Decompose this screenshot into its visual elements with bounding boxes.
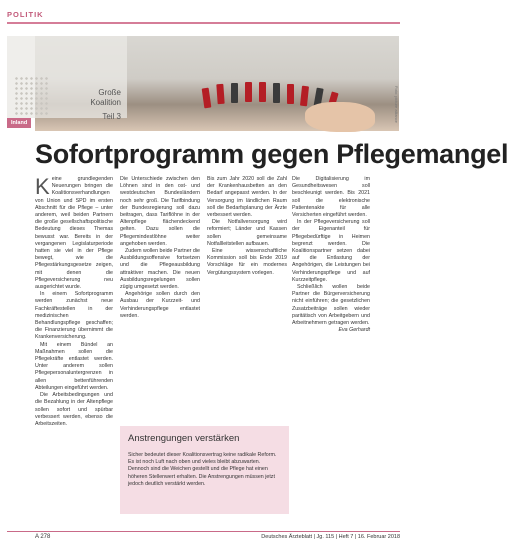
series-label-box	[7, 36, 127, 121]
paragraph: Schließlich wollen beide Partner die Bürgerversicherung nicht einführen; die gesetzlichen Zusatzbeiträge sollen wieder paritätisch von Arbeitgebern und Arbeitnehmern getragen werden.	[292, 284, 370, 327]
domino-piece	[245, 82, 252, 102]
journal-citation: Deutsches Ärzteblatt | Jg. 115 | Heft 7 | 16. Februar 2018	[261, 534, 400, 540]
paragraph: Die Digitalisierung im Gesundheitswesen soll beschleunigt werden. Bis 2021 soll die elektronische Patientenakte für alle Versicherten eingeführt werden.	[292, 176, 370, 219]
paragraph: Bis zum Jahr 2020 soll die Zahl der Krankenhausbetten an den Bedarf angepasst werden. In der Versorgung im ländlichen Raum soll die Bedarfsplanung der Ärzte verbessert werden.	[207, 176, 287, 219]
info-box-text: Sicher bedeutet dieser Koalitionsvertrag keine radikale Reform. Es ist noch Luft nach oben und vieles bleibt abzuwarten. Dennoch sind die Weichen gestellt und die Pflege hat einen höheren Stellenwert erhalten. Die Anstrengungen müssen jetzt jedoch deutlich verstärkt werden.	[128, 452, 277, 487]
paragraph: Angehörige sollen durch den Ausbau der Kurzzeit- und Verhinderungspflege entlastet werden.	[120, 291, 200, 319]
domino-piece	[216, 84, 224, 104]
paragraph: Die Notfallversorgung wird reformiert; Länder und Kassen sollen gemeinsame Notfallleitstellen aufbauen.	[207, 219, 287, 247]
series-title	[90, 88, 121, 108]
info-box	[120, 426, 289, 514]
series-part: Teil 3	[102, 112, 121, 121]
footer-divider	[7, 531, 400, 532]
paragraph: Keine grundlegenden Neuerungen bringen die Koalitionsverhandlungen von Union und SPD im ersten Abschnitt für die Pflege – unter anderem, weil beiden Partnern die große gesellschaftspolitische Bedeutung dieses Themas bewusst war. Bereits in der vergangenen Legislaturperiode hatten sie viel in der Pflege bewegt, wie die Pflegestärkungsgesetze zeigen, mit denen die Pflegeversicherung neu ausgerichtet wurde.	[35, 174, 113, 291]
domino-piece	[287, 84, 294, 104]
text-column-4	[292, 176, 370, 334]
page-number: A 278	[35, 534, 51, 540]
paragraph: Die Arbeitsbedingungen und die Bezahlung in der Altenpflege sollen sofort und spürbar verbessert werden, ebenso die Arbeitszeiten.	[35, 392, 113, 427]
paragraph: Eine wissenschaftliche Kommission soll bis Ende 2019 Vorschläge für ein modernes Vergütungssystem vorlegen.	[207, 248, 287, 276]
drop-cap: K	[35, 174, 50, 199]
domino-piece	[259, 82, 266, 102]
paragraph: In einem Sofortprogramm werden zunächst neue Fachkräftestellen in der medizinischen Behandlungspflege geschaffen; die Finanzierung übernimmt die Krankenversicherung.	[35, 291, 113, 341]
hand-image	[305, 102, 375, 132]
paragraph: Mit einem Bündel an Maßnahmen sollen die Pflegekräfte entlastet werden. Unter anderem sollen Pflegepersonaluntergrenzen in allen bettenführenden Abteilungen eingeführt werden.	[35, 341, 113, 391]
photo-credit: Foto: picture alliance	[394, 86, 399, 123]
info-box-title: Anstrengungen verstärken	[128, 433, 240, 444]
text-column-2	[120, 176, 200, 320]
domino-piece	[231, 83, 238, 103]
paragraph: Die Unterschiede zwischen den Löhnen sind in den ost- und westdeutschen Bundesländern noch sehr groß. Die Tarifbindung der Bundesregierung soll dazu beitragen, dass Tariflöhne in der Altenpflege flächendeckend gelten. Dazu sollen die Pflegemindestlöhne weiter angehoben werden.	[120, 176, 200, 247]
section-rubric: POLITIK	[7, 10, 44, 19]
domino-piece	[202, 88, 212, 109]
paragraph: Zudem wollen beide Partner die Ausbildungsoffensive fortsetzen und die Pflegeausbildung attraktiver machen. Die neuen Ausbildungsregelungen sollen zügig umgesetzt werden.	[120, 248, 200, 291]
rubric-divider	[7, 22, 400, 24]
article-headline: Sofortprogramm gegen Pflegemangel	[35, 139, 508, 169]
category-tag: Inland	[7, 118, 31, 128]
series-title-line: Koalition	[90, 98, 121, 107]
dot-pattern	[14, 76, 48, 116]
domino-piece	[273, 83, 280, 103]
paragraph: In der Pflegeversicherung soll der Eigenanteil für Pflegebedürftige in Heimen begrenzt werden. Die Koalitionspartner setzen dabei auf die Entlastung der Angehörigen, die Leistungen bei Verhinderungspflege und auf Kurzzeitpflege.	[292, 219, 370, 283]
text-column-1	[35, 176, 113, 428]
author-name: Eva Gerhardt	[338, 327, 370, 334]
text-column-3	[207, 176, 287, 277]
domino-piece	[300, 86, 309, 107]
series-title-line: Große	[98, 88, 121, 97]
